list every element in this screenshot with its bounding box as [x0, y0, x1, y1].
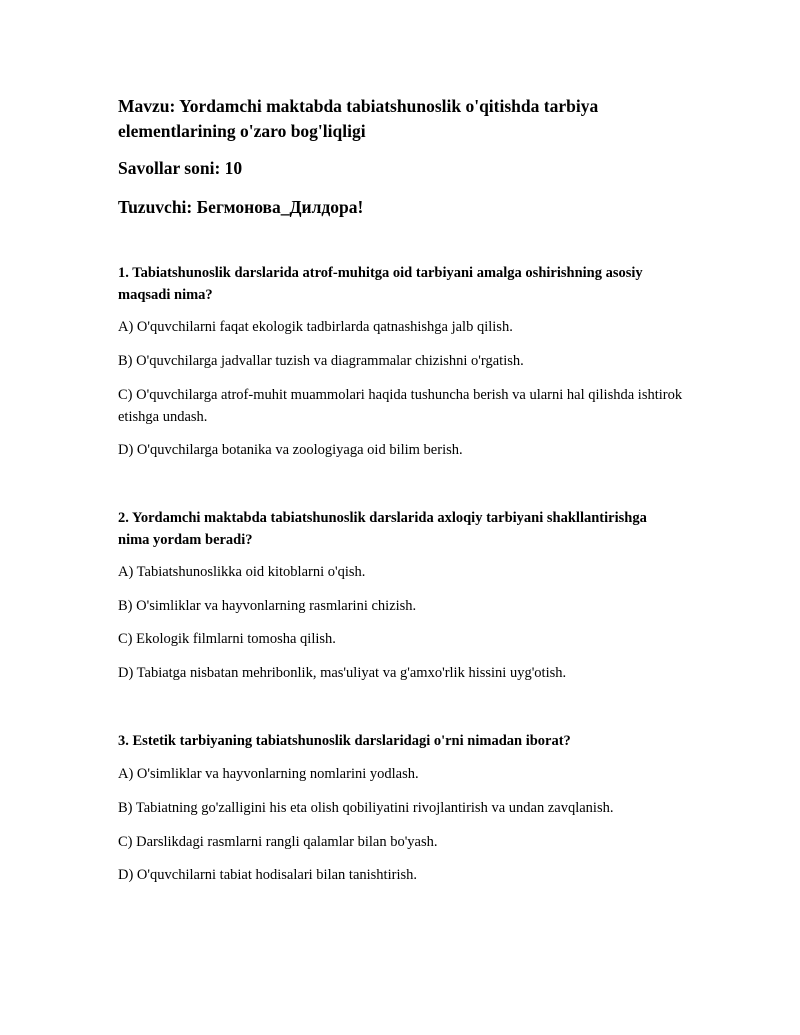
question-1-option-d: D) O'quvchilarga botanika va zoologiyaga oid bilim berish.: [118, 442, 463, 458]
question-2-option-c: C) Ekologik filmlarni tomosha qilish.: [118, 631, 336, 647]
question-title-3: 3. Estetik tarbiyaning tabiatshunoslik darslaridagi o'rni nimadan iborat?: [118, 733, 571, 749]
document-topic: Mavzu: Yordamchi maktabda tabiatshunoslik o'qitishda tarbiya elementlarining o'zaro bog'liqligi: [118, 96, 599, 141]
question-1-option-c: C) O'quvchilarga atrof-muhit muammolari haqida tushuncha berish va ularni hal qilishda ishtirok etishga undash.: [118, 387, 683, 425]
question-3-option-a: A) O'simliklar va hayvonlarning nomlarini yodlash.: [118, 766, 419, 782]
question-3-option-d: D) O'quvchilarni tabiat hodisalari bilan tanishtirish.: [118, 867, 417, 883]
question-1-option-b: B) O'quvchilarga jadvallar tuzish va diagrammalar chizishni o'rgatish.: [118, 353, 524, 369]
question-2-option-a: A) Tabiatshunoslikka oid kitoblarni o'qish.: [118, 564, 366, 580]
question-2-option-b: B) O'simliklar va hayvonlarning rasmlarini chizish.: [118, 598, 417, 614]
question-3-option-c: C) Darslikdagi rasmlarni rangli qalamlar bilan bo'yash.: [118, 834, 438, 850]
question-1-option-a: A) O'quvchilarni faqat ekologik tadbirlarda qatnashishga jalb qilish.: [118, 319, 513, 335]
document-author: Tuzuvchi: Бегмонова_Дилдора!: [118, 197, 364, 217]
question-2-option-d: D) Tabiatga nisbatan mehribonlik, mas'uliyat va g'amxo'rlik hissini uyg'otish.: [118, 665, 567, 681]
question-count: Savollar soni: 10: [118, 158, 243, 178]
question-3-option-b: B) Tabiatning go'zalligini his eta olish qobiliyatini rivojlantirish va undan zavqlanish.: [118, 800, 614, 816]
question-title-2: 2. Yordamchi maktabda tabiatshunoslik darslarida axloqiy tarbiyani shakllantirishga nima yordam beradi?: [118, 510, 647, 548]
question-title-1: 1. Tabiatshunoslik darslarida atrof-muhitga oid tarbiyani amalga oshirishning asosiy maqsadi nima?: [118, 265, 643, 303]
